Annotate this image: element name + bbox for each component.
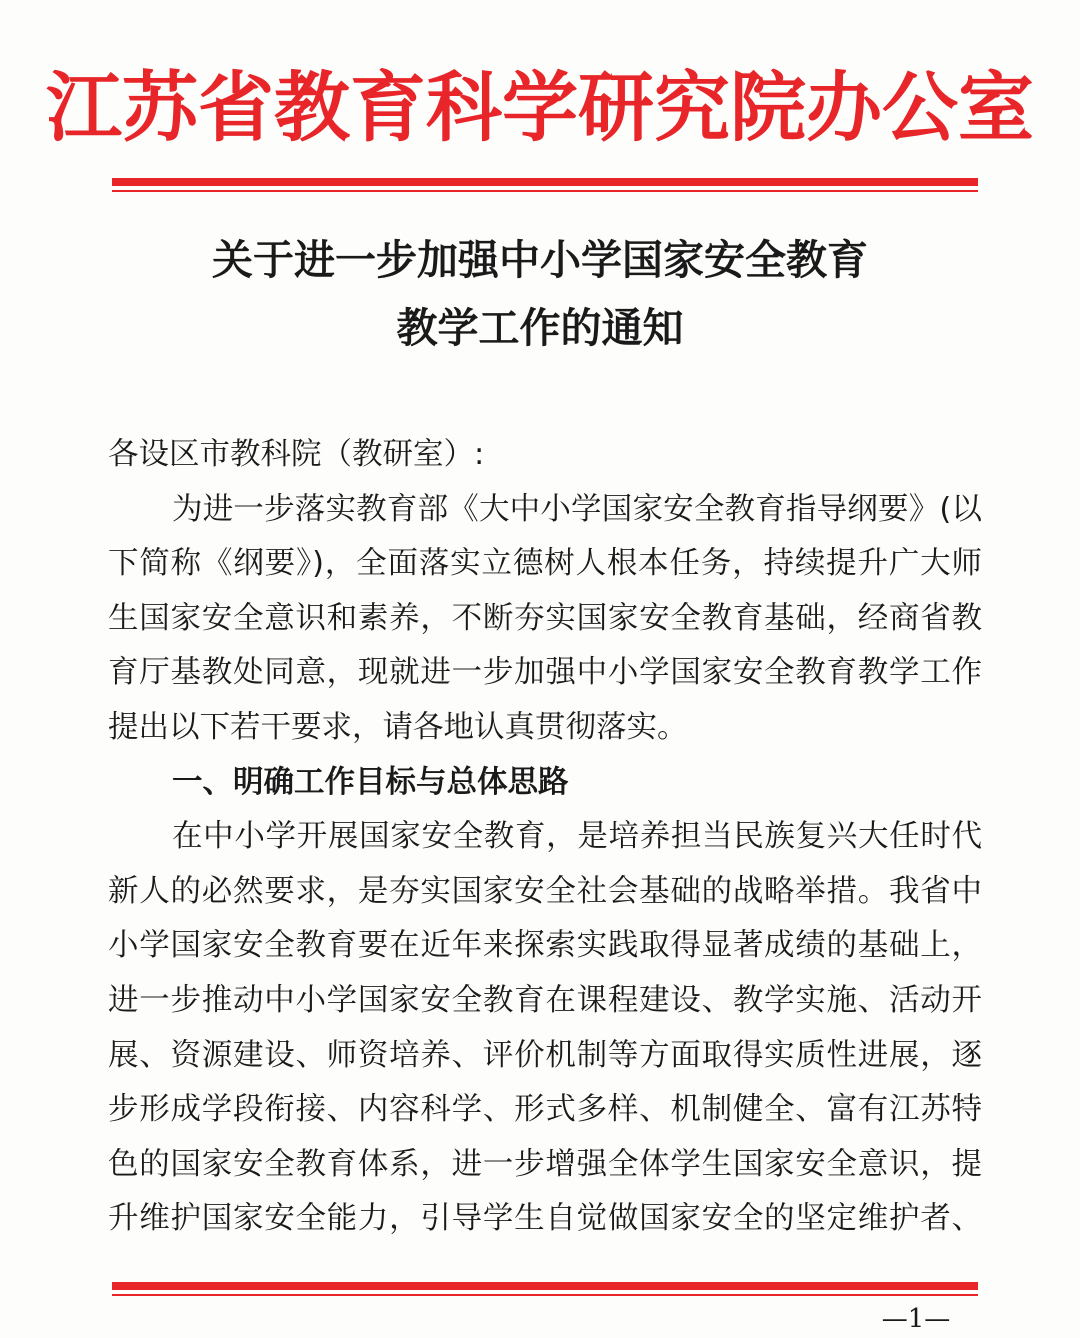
footer-red-rule: [112, 1282, 978, 1290]
salutation: 各设区市教科院（教研室）:: [108, 437, 485, 472]
paragraph-line: 色的国家安全教育体系，进一步增强全体学生国家安全意识，提: [108, 1146, 982, 1182]
letterhead-org-name: 江苏省教育科学研究院办公室: [46, 63, 1034, 152]
letterhead-red-rule-thin: [112, 190, 978, 192]
letterhead-red-rule: [112, 178, 978, 186]
page-number: —1—: [881, 1304, 951, 1334]
paragraph-line: 提出以下若干要求，请各地认真贯彻落实。: [108, 709, 688, 745]
document-body: [108, 428, 982, 1247]
paragraph-line: 展、资源建设、师资培养、评价机制等方面取得实质性进展，逐: [108, 1037, 982, 1073]
document-title-line-1: 关于进一步加强中小学国家安全教育: [212, 236, 868, 284]
paragraph-line: 步形成学段衔接、内容科学、形式多样、机制健全、富有江苏特: [108, 1092, 982, 1128]
document-title-line-2: 教学工作的通知: [396, 304, 684, 352]
paragraph-line: 新人的必然要求，是夯实国家安全社会基础的战略举措。我省中: [108, 873, 982, 909]
paragraph-line: 育厅基教处同意，现就进一步加强中小学国家安全教育教学工作: [108, 655, 982, 691]
paragraph-line: 进一步推动中小学国家安全教育在课程建设、教学实施、活动开: [108, 982, 982, 1018]
paragraph-line: 为进一步落实教育部《大中小学国家安全教育指导纲要》(以: [172, 491, 982, 527]
paragraph-line: 在中小学开展国家安全教育，是培养担当民族复兴大任时代: [172, 819, 982, 855]
footer-red-rule-thin: [112, 1294, 978, 1296]
paragraph-line: 下简称《纲要》)，全面落实立德树人根本任务，持续提升广大师: [108, 546, 982, 582]
paragraph-line: 升维护国家安全能力，引导学生自觉做国家安全的坚定维护者、: [108, 1201, 982, 1237]
paragraph-line: 小学国家安全教育要在近年来探索实践取得显著成绩的基础上，: [108, 928, 982, 964]
paragraph-line: 生国家安全意识和素养，不断夯实国家安全教育基础，经商省教: [108, 600, 982, 636]
section-heading: 一、明确工作目标与总体思路: [172, 764, 569, 800]
